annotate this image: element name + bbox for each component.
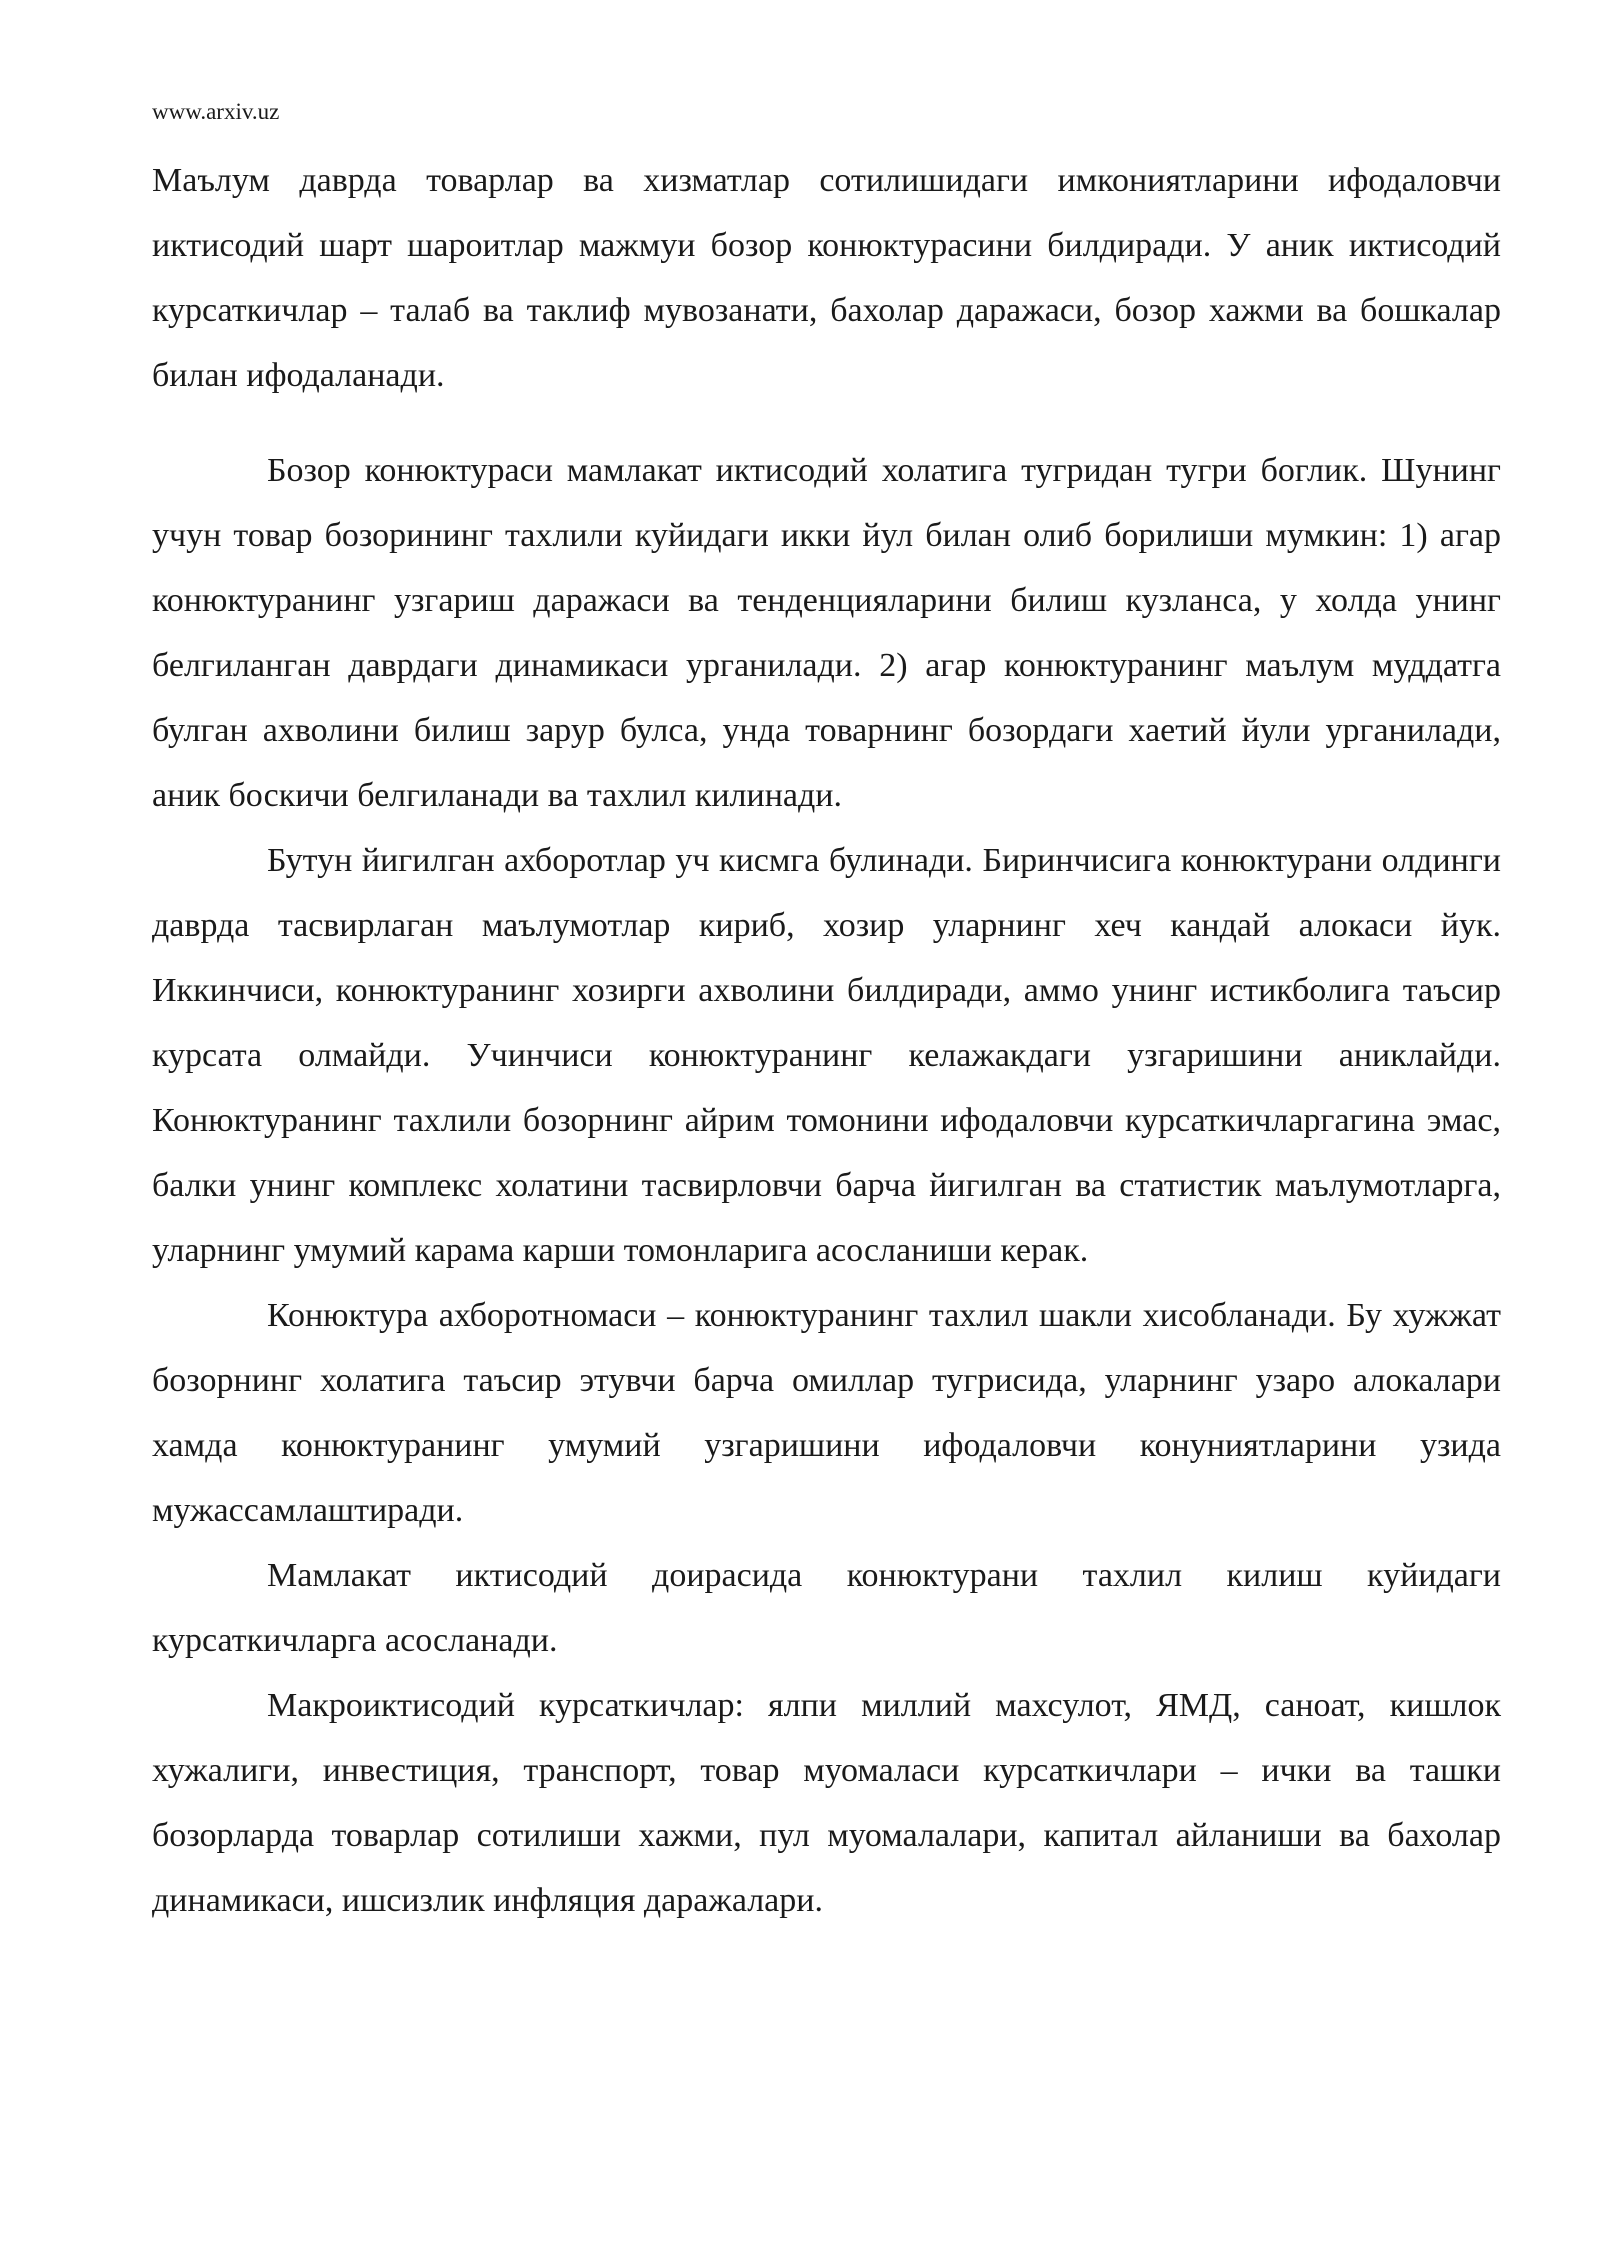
paragraph-1: Маълум даврда товарлар ва хизматлар сотилишидаги имкониятларини ифодаловчи иктисодий шарт шароитлар мажмуи бозор конюктурасини билдиради. У аник иктисодий курсаткичлар – талаб ва таклиф мувозанати, бахолар даражаси, бозор хажми ва бошкалар билан ифодаланади. [152, 162, 1501, 394]
paragraph-2: Бозор конюктураси мамлакат иктисодий холатига тугридан тугри боглик. Шунинг учун товар бозорининг тахлили куйидаги икки йул билан олиб борилиши мумкин: 1) агар конюктуранинг узгариш даражаси ва тенденцияларини билиш кузланса, у холда унинг белгиланган даврдаги динамикаси урганилади. 2) агар конюктуранинг маълум муддатга булган ахволини билиш зарур булса, унда товарнинг бозордаги хаетий йули урганилади, аник боскичи белгиланади ва тахлил килинади. [152, 452, 1501, 814]
header-url: www.arxiv.uz [152, 99, 280, 124]
paragraph-6: Макроиктисодий курсаткичлар: ялпи миллий махсулот, ЯМД, саноат, кишлок хужалиги, инвестиция, транспорт, товар муомаласи курсаткичлари – ички ва ташки бозорларда товарлар сотилиши хажми, пул муомалалари, капитал айланиши ва бахолар динамикаси, ишсизлик инфляция даражалари. [152, 1687, 1501, 1919]
paragraph-5: Мамлакат иктисодий доирасида конюктурани тахлил килиш куйидаги курсаткичларга асосланади. [152, 1557, 1501, 1659]
paragraph-4: Конюктура ахборотномаси – конюктуранинг тахлил шакли хисобланади. Бу хужжат бозорнинг холатига таъсир этувчи барча омиллар тугрисида, уларнинг узаро алокалари хамда конюктуранинг умумий узгаришини ифодаловчи конуниятларини узида мужассамлаштиради. [152, 1297, 1501, 1529]
document-body [152, 148, 1501, 1933]
paragraph-3: Бутун йигилган ахборотлар уч кисмга булинади. Биринчисига конюктурани олдинги даврда тасвирлаган маълумотлар кириб, хозир уларнинг хеч кандай алокаси йук. Иккинчиси, конюктуранинг хозирги ахволини билдиради, аммо унинг истикболига таъсир курсата олмайди. Учинчиси конюктуранинг келажакдаги узгаришини аниклайди. Конюктуранинг тахлили бозорнинг айрим томонини ифодаловчи курсаткичларгагина эмас, балки унинг комплекс холатини тасвирловчи барча йигилган ва статистик маълумотларга, уларнинг умумий карама карши томонларига асосланиши керак. [152, 842, 1501, 1269]
